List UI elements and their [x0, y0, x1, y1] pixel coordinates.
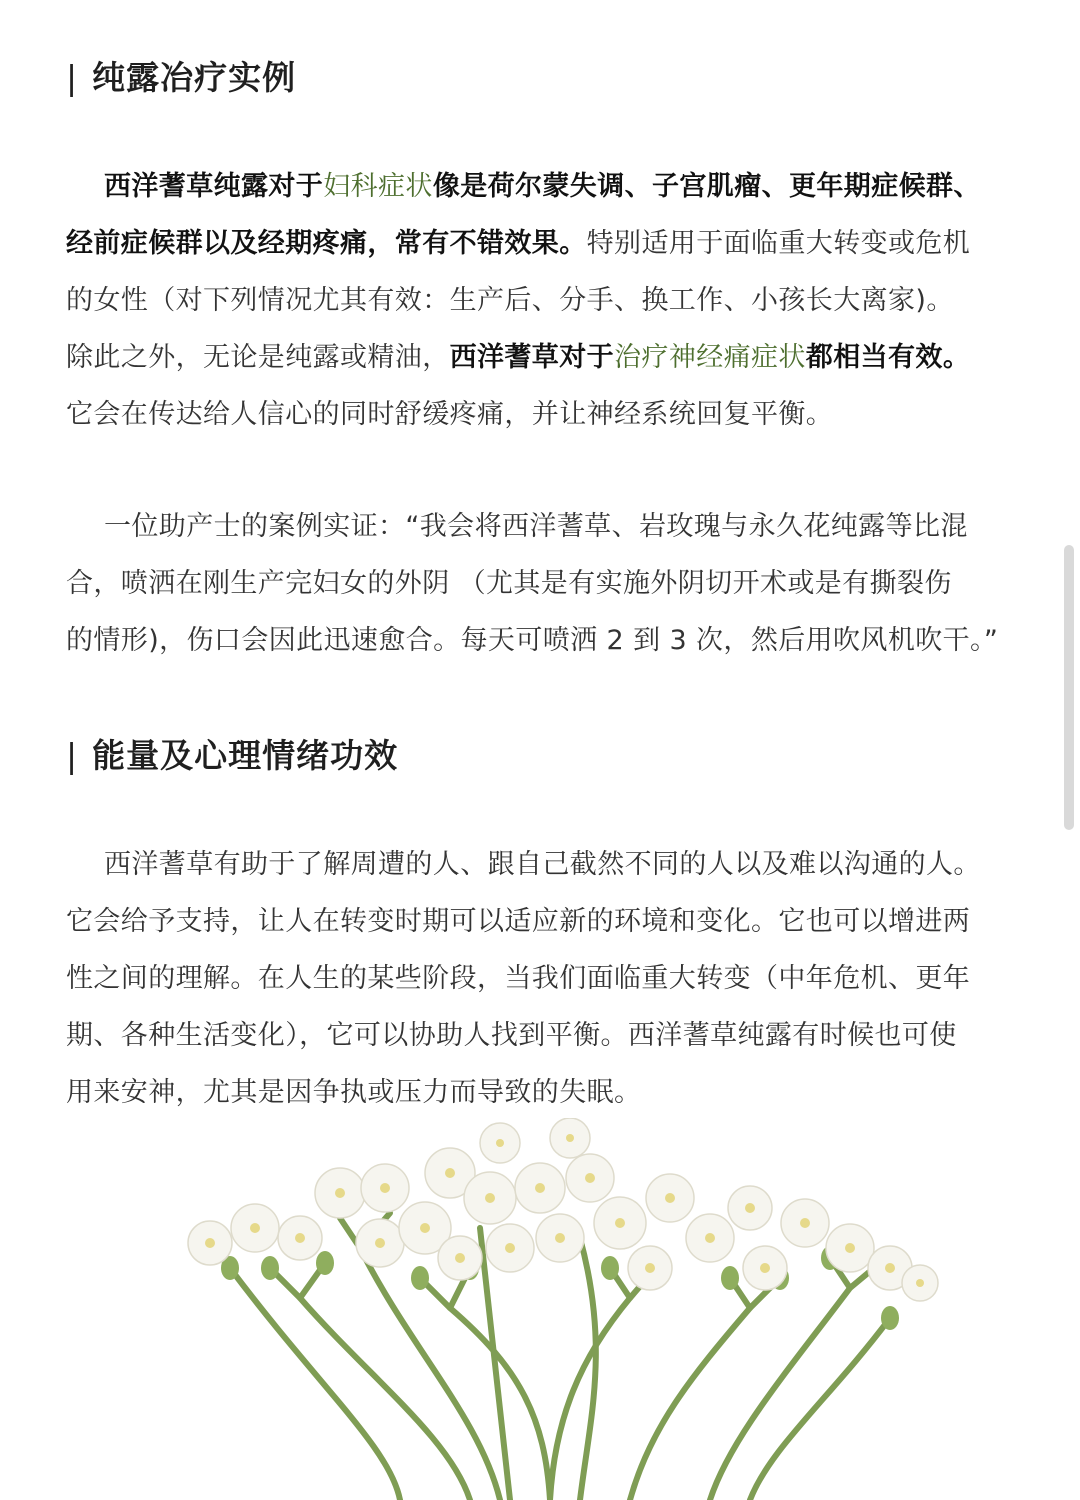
body-text: 它会在传达给人信心的同时舒缓疼痛，并让神经系统回复平衡。 [66, 399, 834, 430]
body-text: 的女性（对下列情况尤其有效：生产后、分手、换工作、小孩长大离家)。 [66, 285, 954, 316]
bold-text: 像是荷尔蒙失调、子宫肌瘤、更年期症候群、 [432, 171, 981, 202]
paragraph-midwife-case [66, 498, 1018, 669]
body-text: 除此之外，无论是纯露或精油， [66, 342, 450, 373]
body-text: 的情形)，伤口会因此迅速愈合。每天可喷洒 2 到 3 次，然后用吹风机吹干。” [66, 625, 999, 656]
body-text: 性之间的理解。在人生的某些阶段，当我们面临重大转变（中年危机、更年 [66, 963, 971, 994]
green-highlight-text: 妇科症状 [323, 171, 433, 202]
bold-text: 西洋蓍草对于 [449, 342, 615, 373]
bold-text: 都相当有效。 [805, 342, 971, 373]
section-heading-energy-emotion [66, 730, 398, 777]
yarrow-flower-image [150, 1118, 950, 1500]
bold-text: 经前症候群以及经期疼痛，常有不错效果。 [66, 228, 587, 259]
body-text: 它会给予支持，让人在转变时期可以适应新的环境和变化。它也可以增进两 [66, 906, 971, 937]
body-text: 期、各种生活变化），它可以协助人找到平衡。西洋蓍草纯露有时候也可使 [66, 1020, 957, 1051]
body-text: 西洋蓍草有助于了解周遭的人、跟自己截然不同的人以及难以沟通的人。 [104, 849, 981, 880]
green-highlight-text: 治疗神经痛症状 [614, 342, 806, 373]
heading-bar: | [66, 58, 79, 97]
section-heading-treatment-cases [66, 52, 296, 99]
flower-heads [188, 1118, 938, 1301]
body-text: 特别适用于面临重大转变或危机 [586, 228, 971, 259]
heading-text: 纯露冶疗实例 [92, 58, 297, 97]
body-text: 合，喷洒在刚生产完妇女的外阴 （尤其是有实施外阴切开术或是有撕裂伤 [66, 568, 952, 599]
body-text: 用来安神，尤其是因争执或压力而导致的失眠。 [66, 1077, 642, 1108]
heading-text: 能量及心理情绪功效 [92, 736, 399, 775]
heading-bar: | [66, 736, 79, 775]
paragraph-gynecology [66, 158, 1018, 443]
scrollbar[interactable] [1064, 545, 1074, 830]
paragraph-energy [66, 836, 1018, 1121]
body-text: 一位助产士的案例实证：“我会将西洋蓍草、岩玫瑰与永久花纯露等比混 [104, 511, 968, 542]
bold-text: 西洋蓍草纯露对于 [104, 171, 324, 202]
